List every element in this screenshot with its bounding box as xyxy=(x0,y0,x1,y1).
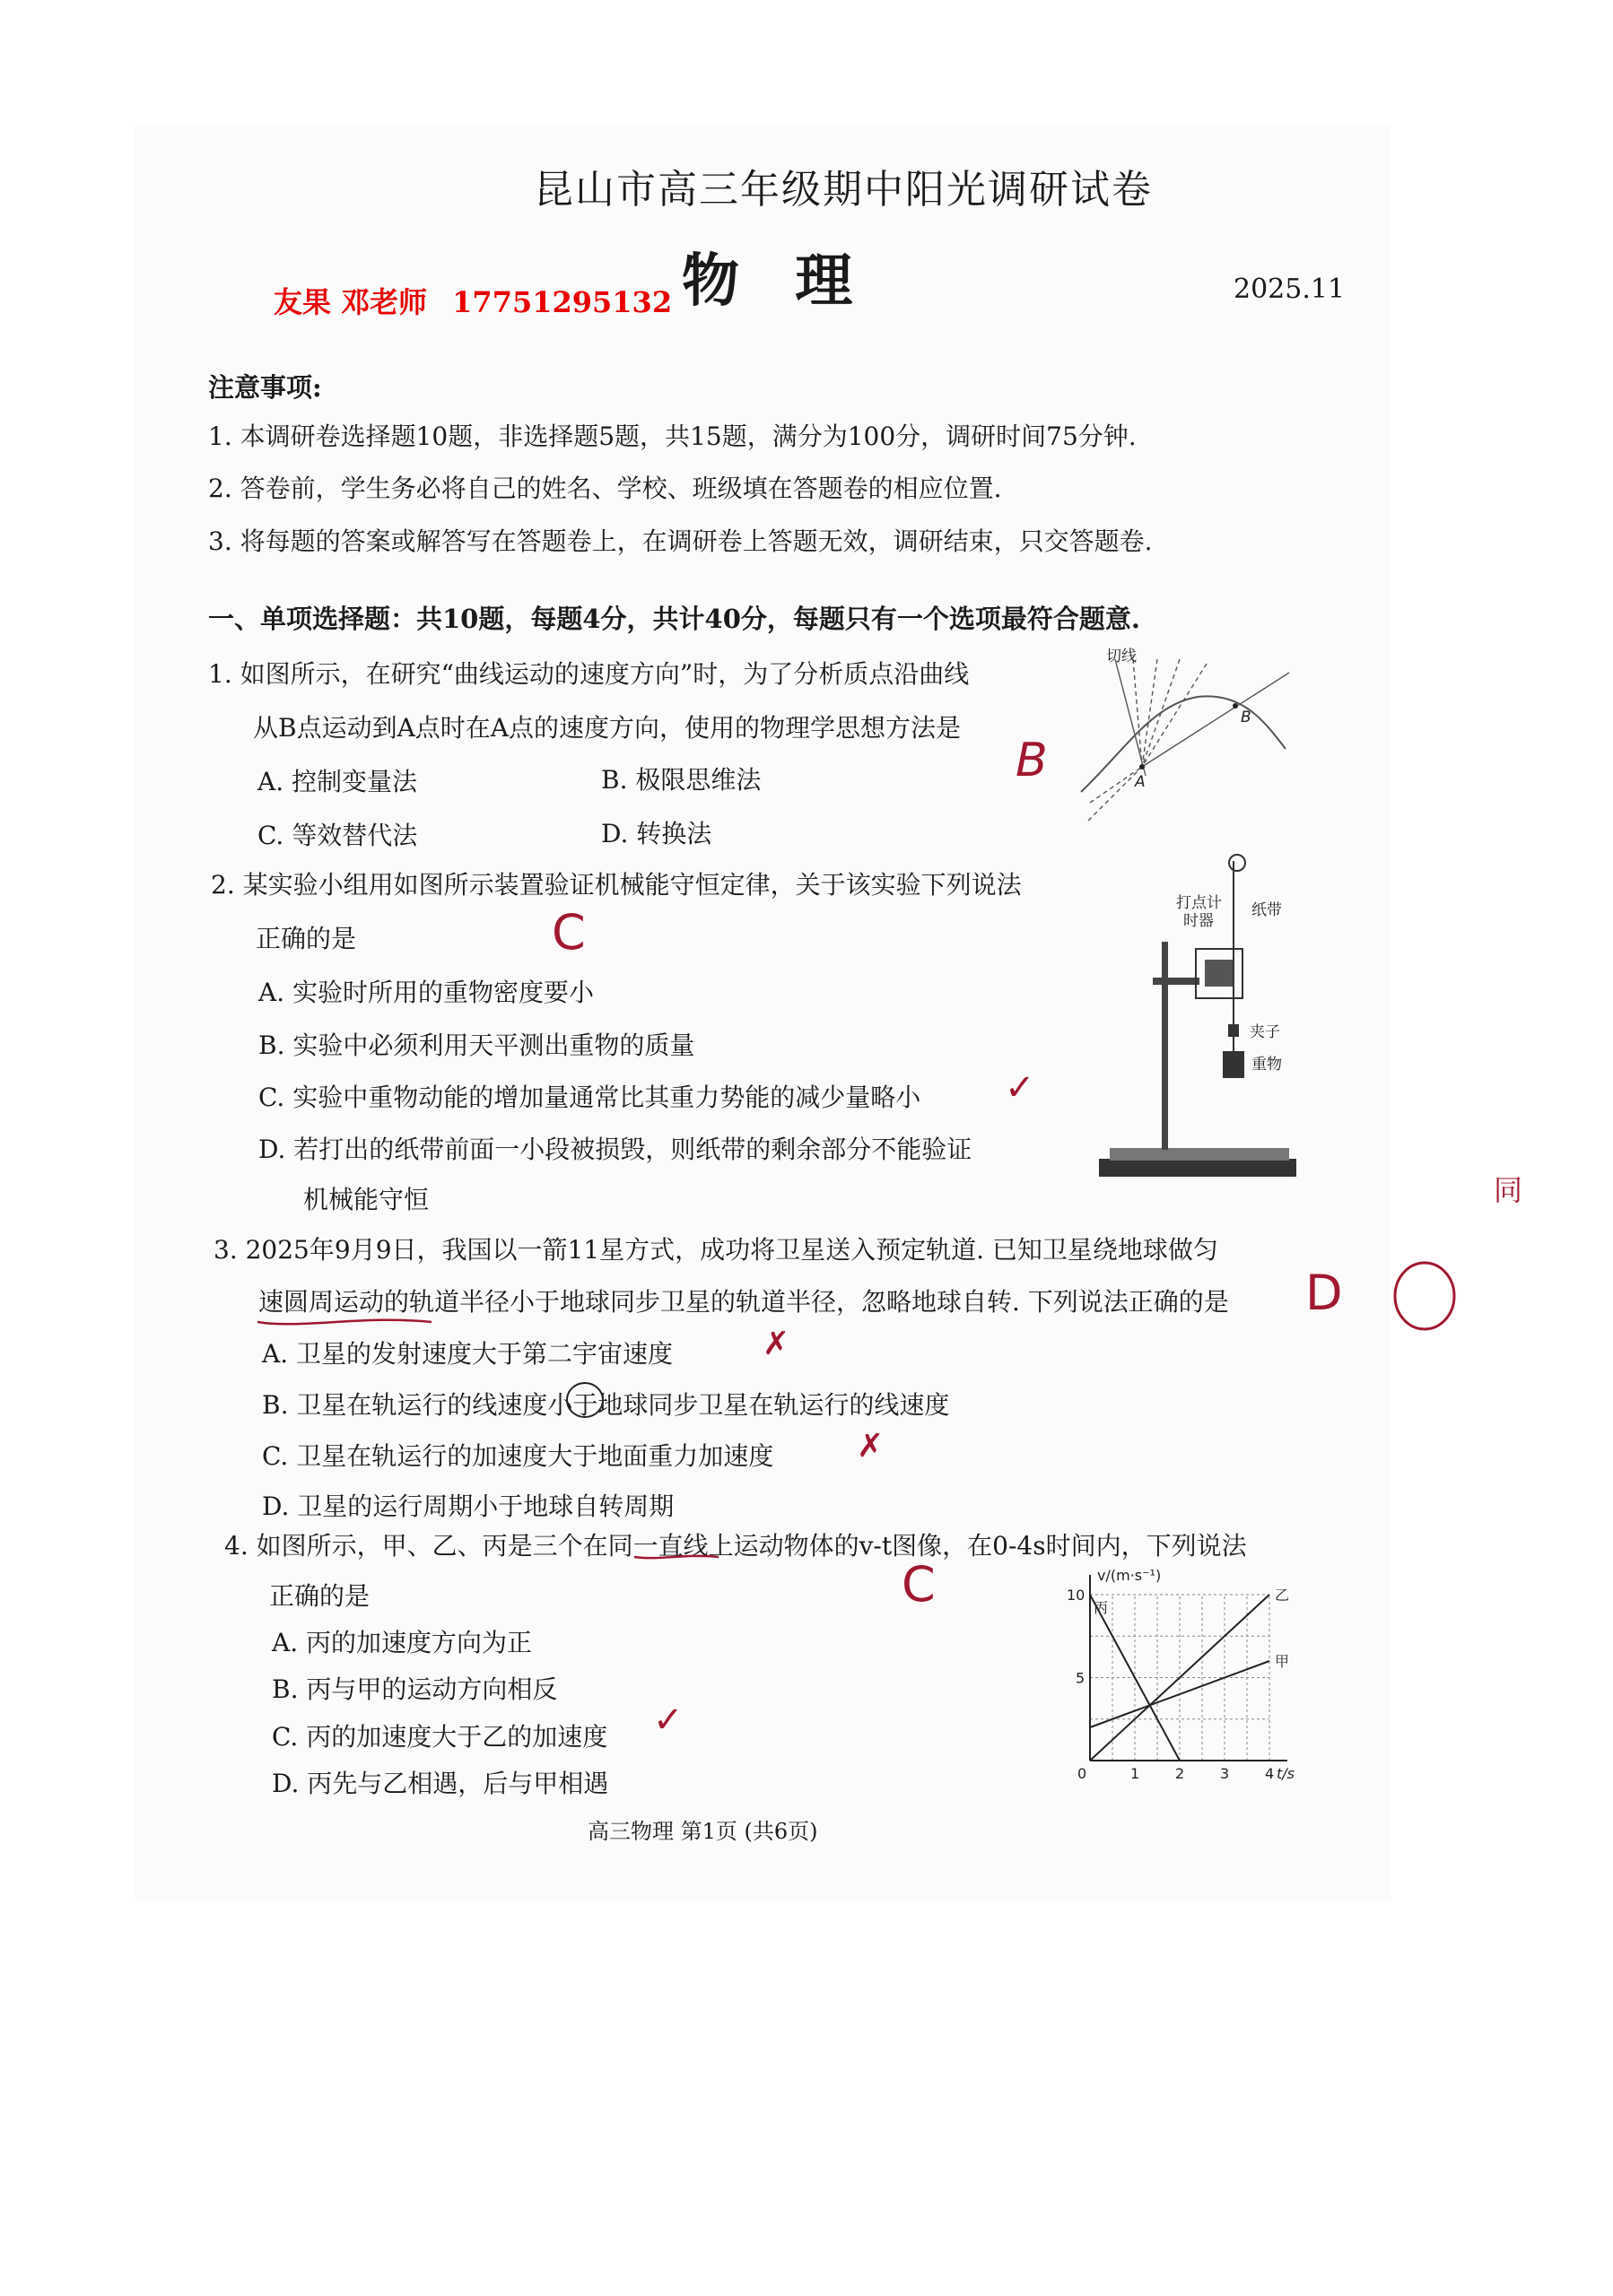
question-3-option-d: D. 卫星的运行周期小于地球自转周期 xyxy=(262,1492,675,1521)
weight xyxy=(1223,1051,1244,1078)
question-3-option-a: A. 卫星的发射速度大于第二宇宙速度 xyxy=(262,1339,674,1369)
x-tick-label: 2 xyxy=(1175,1765,1185,1782)
question-3-stem: 3. 2025年9月9日，我国以一箭11星方式，成功将卫星送入预定轨道. 已知卫星绕地球做匀 xyxy=(214,1235,1218,1265)
question-2-option-d-cont: 机械能守恒 xyxy=(303,1185,430,1214)
timer-core xyxy=(1205,960,1234,987)
watermark-phone: 17751295132 xyxy=(452,285,673,319)
question-1-option-c: C. 等效替代法 xyxy=(257,821,418,850)
question-1-option-a: A. 控制变量法 xyxy=(257,767,418,796)
question-1-option-b: B. 极限思维法 xyxy=(601,765,762,795)
question-2-option-a: A. 实验时所用的重物密度要小 xyxy=(258,978,595,1007)
x-axis-label: t/s xyxy=(1277,1765,1295,1782)
vt-chart xyxy=(1063,1568,1301,1787)
question-3-stem: 速圆周运动的轨道半径小于地球同步卫星的轨道半径，忽略地球自转. 下列说法正确的是 xyxy=(258,1287,1229,1317)
apparatus-figure xyxy=(1090,843,1323,1188)
notice-item: 2. 答卷前，学生务必将自己的姓名、学校、班级填在答题卷的相应位置. xyxy=(208,474,1002,503)
y-tick-label: 10 xyxy=(1067,1587,1086,1604)
subject-title: 物 理 xyxy=(682,248,871,315)
x-tick-label: 1 xyxy=(1130,1765,1140,1782)
question-2-stem: 2. 某实验小组用如图所示装置验证机械能守恒定律，关于该实验下列说法 xyxy=(211,870,1022,900)
tangent-label: 切线 xyxy=(1106,648,1137,665)
watermark-name: 友果 邓老师 xyxy=(274,285,428,319)
question-4-option-c: C. 丙的加速度大于乙的加速度 xyxy=(272,1722,608,1752)
point-a-label: A xyxy=(1135,773,1146,791)
stand-rod xyxy=(1162,942,1168,1150)
circle-mark xyxy=(563,1379,606,1421)
clip xyxy=(1228,1024,1239,1037)
x-tick-label: 0 xyxy=(1077,1765,1087,1782)
exam-date: 2025.11 xyxy=(1234,274,1346,305)
margin-note: 同 xyxy=(1494,1173,1523,1207)
question-1-stem: 1. 如图所示，在研究“曲线运动的速度方向”时，为了分析质点沿曲线 xyxy=(208,659,970,689)
point-b-label: B xyxy=(1241,709,1251,726)
question-2-option-b: B. 实验中必须利用天平测出重物的质量 xyxy=(258,1031,695,1060)
clamp-arm xyxy=(1153,978,1199,985)
notice-heading: 注意事项: xyxy=(208,372,322,403)
timer-label: 打点计 xyxy=(1176,894,1222,912)
question-4-stem: 正确的是 xyxy=(269,1581,371,1611)
point-a-dot xyxy=(1139,764,1145,770)
underline-mark xyxy=(632,1550,722,1564)
y-axis-label: v/(m·s⁻¹) xyxy=(1097,1568,1162,1584)
x-tick-label: 4 xyxy=(1265,1765,1275,1782)
section-heading: 一、单项选择题：共10题，每题4分，共计40分，每题只有一个选项最符合题意. xyxy=(208,604,1140,634)
notice-item: 1. 本调研卷选择题10题，非选择题5题，共15题，满分为100分，调研时间75分钟. xyxy=(208,422,1137,451)
underline-mark xyxy=(256,1313,435,1331)
tangent-figure xyxy=(1072,641,1305,834)
question-4-stem: 4. 如图所示，甲、乙、丙是三个在同一直线上运动物体的v-t图像，在0-4s时间内，下列说法 xyxy=(224,1531,1247,1561)
apparatus-base xyxy=(1099,1159,1296,1177)
question-2-option-c: C. 实验中重物动能的增加量通常比其重力势能的减少量略小 xyxy=(258,1083,921,1112)
series-label: 甲 xyxy=(1275,1653,1290,1670)
apparatus-base-top xyxy=(1110,1148,1289,1161)
question-1-option-d: D. 转换法 xyxy=(601,819,712,848)
chord-line xyxy=(1142,673,1289,767)
question-2-stem: 正确的是 xyxy=(256,924,357,953)
handwritten-answer-1: B xyxy=(1016,734,1048,787)
series-label: 乙 xyxy=(1275,1587,1290,1604)
question-1-stem: 从B点运动到A点时在A点的速度方向，使用的物理学思想方法是 xyxy=(253,713,962,743)
timer-label: 时器 xyxy=(1183,912,1214,930)
handwritten-answer-3: D xyxy=(1305,1265,1343,1321)
question-3-option-b: B. 卫星在轨运行的线速度小于地球同步卫星在轨运行的线速度 xyxy=(262,1390,950,1420)
secant-line xyxy=(1142,659,1157,767)
page-footer: 高三物理 第1页 (共6页) xyxy=(588,1819,818,1844)
cross-mark-3c: ✗ xyxy=(857,1428,885,1465)
x-tick-label: 3 xyxy=(1220,1765,1230,1782)
point-b-dot xyxy=(1233,703,1238,709)
question-4-option-a: A. 丙的加速度方向为正 xyxy=(272,1628,533,1657)
hand-icon xyxy=(1229,855,1245,871)
weight-label: 重物 xyxy=(1251,1056,1282,1074)
notice-item: 3. 将每题的答案或解答写在答题卷上，在调研卷上答题无效，调研结束，只交答题卷. xyxy=(208,526,1153,556)
check-mark-4: ✓ xyxy=(653,1700,684,1741)
secant-line xyxy=(1133,659,1142,767)
cross-mark-3a: ✗ xyxy=(763,1326,790,1362)
exam-title: 昆山市高三年级期中阳光调研试卷 xyxy=(534,167,1153,213)
series-label: 丙 xyxy=(1094,1599,1109,1616)
tape-label: 纸带 xyxy=(1251,901,1282,919)
question-4-option-d: D. 丙先与乙相遇，后与甲相遇 xyxy=(272,1769,609,1798)
watermark xyxy=(274,280,672,321)
secant-line xyxy=(1088,767,1142,821)
circle-mark xyxy=(1389,1257,1460,1335)
handwritten-answer-2: C xyxy=(552,904,586,961)
question-4-option-b: B. 丙与甲的运动方向相反 xyxy=(272,1674,558,1704)
check-mark-2: ✓ xyxy=(1005,1067,1035,1109)
clip-label: 夹子 xyxy=(1250,1023,1280,1041)
curve-path xyxy=(1081,696,1286,792)
y-tick-label: 5 xyxy=(1076,1669,1086,1687)
handwritten-answer-4: C xyxy=(902,1556,936,1613)
secant-line xyxy=(1142,664,1207,767)
question-3-option-c: C. 卫星在轨运行的加速度大于地面重力加速度 xyxy=(262,1441,774,1471)
question-2-option-d: D. 若打出的纸带前面一小段被损毁，则纸带的剩余部分不能验证 xyxy=(258,1135,972,1164)
